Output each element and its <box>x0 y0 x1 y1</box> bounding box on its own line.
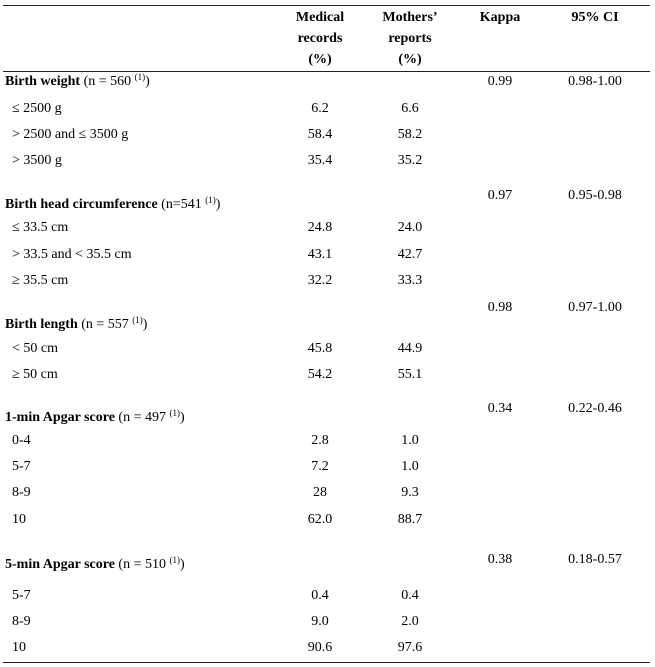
section-name: 5-min Apgar score <box>5 557 115 572</box>
footnote-marker: (1) <box>169 555 180 565</box>
row-label: 10 <box>12 640 26 655</box>
row-label: 10 <box>12 512 26 527</box>
row-label: ≥ 35.5 cm <box>12 273 69 288</box>
section-name: 1-min Apgar score <box>5 410 115 425</box>
header-mothers-line-2: reports <box>388 31 432 46</box>
top-rule <box>3 5 650 6</box>
row-label: ≤ 33.5 cm <box>12 220 69 235</box>
header-kappa: Kappa <box>479 10 521 25</box>
header-95-ci: 95% CI <box>571 10 619 25</box>
paren-close: ) <box>179 410 185 425</box>
ci-value: 0.97-1.00 <box>568 300 622 315</box>
mothers-value: 9.3 <box>401 485 419 500</box>
section-title-head-circumference <box>5 197 220 213</box>
mothers-value: 44.9 <box>397 341 423 356</box>
kappa-value: 0.34 <box>487 401 513 416</box>
sample-size: (n = 510 <box>114 557 170 572</box>
kappa-value: 0.98 <box>487 300 513 315</box>
medical-value: 28 <box>313 485 327 500</box>
medical-value: 6.2 <box>311 101 329 116</box>
medical-value: 0.4 <box>311 588 329 603</box>
mothers-value: 88.7 <box>397 512 423 527</box>
kappa-value: 0.97 <box>487 188 513 203</box>
mothers-value: 97.6 <box>397 640 423 655</box>
ci-value: 0.98-1.00 <box>568 74 622 89</box>
medical-value: 2.8 <box>311 433 329 448</box>
section-title-birth-weight <box>5 74 150 90</box>
header-mothers-reports <box>370 7 450 70</box>
mothers-value: 42.7 <box>397 247 423 262</box>
row-label: ≤ 2500 g <box>12 101 62 116</box>
header-medical-line-3: (%) <box>308 52 332 67</box>
ci-value: 0.95-0.98 <box>568 188 622 203</box>
row-label: > 2500 and ≤ 3500 g <box>12 127 129 142</box>
medical-value: 58.4 <box>307 127 333 142</box>
medical-value: 35.4 <box>307 153 333 168</box>
row-label: 0-4 <box>12 433 31 448</box>
row-label: > 33.5 and < 35.5 cm <box>12 247 132 262</box>
section-title-1-min-apgar <box>5 410 185 426</box>
mothers-value: 33.3 <box>397 273 423 288</box>
header-mothers-line-3: (%) <box>398 52 422 67</box>
section-name: Birth head circumference <box>5 197 158 212</box>
section-title-5-min-apgar <box>5 557 185 573</box>
paren-close: ) <box>145 74 150 89</box>
footnote-marker: (1) <box>134 72 146 82</box>
kappa-value: 0.38 <box>487 552 513 567</box>
mothers-value: 6.6 <box>401 101 419 116</box>
mothers-value: 2.0 <box>401 614 419 629</box>
footnote-marker: (1) <box>132 315 143 325</box>
kappa-value: 0.99 <box>487 74 513 89</box>
paren-close: ) <box>142 317 148 332</box>
header-medical-line-1: Medical <box>295 10 345 25</box>
sample-size: (n = 557 <box>77 317 133 332</box>
row-label: 8-9 <box>12 485 31 500</box>
medical-value: 43.1 <box>307 247 333 262</box>
row-label: > 3500 g <box>12 153 62 168</box>
bottom-rule <box>3 662 650 663</box>
medical-value: 54.2 <box>307 367 333 382</box>
sample-size: (n = 497 <box>114 410 170 425</box>
mothers-value: 1.0 <box>401 459 419 474</box>
medical-value: 62.0 <box>307 512 333 527</box>
row-label: ≥ 50 cm <box>12 367 58 382</box>
footnote-marker: (1) <box>169 408 180 418</box>
mothers-value: 0.4 <box>401 588 419 603</box>
row-label: 5-7 <box>12 588 31 603</box>
section-title-birth-length <box>5 317 147 333</box>
header-mothers-line-1: Mothers’ <box>382 10 438 25</box>
footnote-marker: (1) <box>205 195 216 205</box>
medical-value: 9.0 <box>311 614 329 629</box>
medical-value: 45.8 <box>307 341 333 356</box>
mothers-value: 1.0 <box>401 433 419 448</box>
mothers-value: 55.1 <box>397 367 423 382</box>
ci-value: 0.22-0.46 <box>568 401 622 416</box>
row-label: 5-7 <box>12 459 31 474</box>
sample-size: (n=541 <box>157 197 206 212</box>
mothers-value: 35.2 <box>397 153 423 168</box>
section-name: Birth length <box>5 317 78 332</box>
sample-size: (n = 560 <box>80 74 135 89</box>
header-medical-records <box>280 7 360 70</box>
mothers-value: 24.0 <box>397 220 423 235</box>
header-rule <box>3 71 650 72</box>
ci-value: 0.18-0.57 <box>568 552 622 567</box>
row-label: < 50 cm <box>12 341 58 356</box>
mothers-value: 58.2 <box>397 127 423 142</box>
medical-value: 7.2 <box>311 459 329 474</box>
medical-value: 90.6 <box>307 640 333 655</box>
medical-value: 24.8 <box>307 220 333 235</box>
paren-close: ) <box>215 197 221 212</box>
paren-close: ) <box>179 557 185 572</box>
header-medical-line-2: records <box>297 31 343 46</box>
section-name: Birth weight <box>5 74 81 89</box>
medical-value: 32.2 <box>307 273 333 288</box>
row-label: 8-9 <box>12 614 31 629</box>
